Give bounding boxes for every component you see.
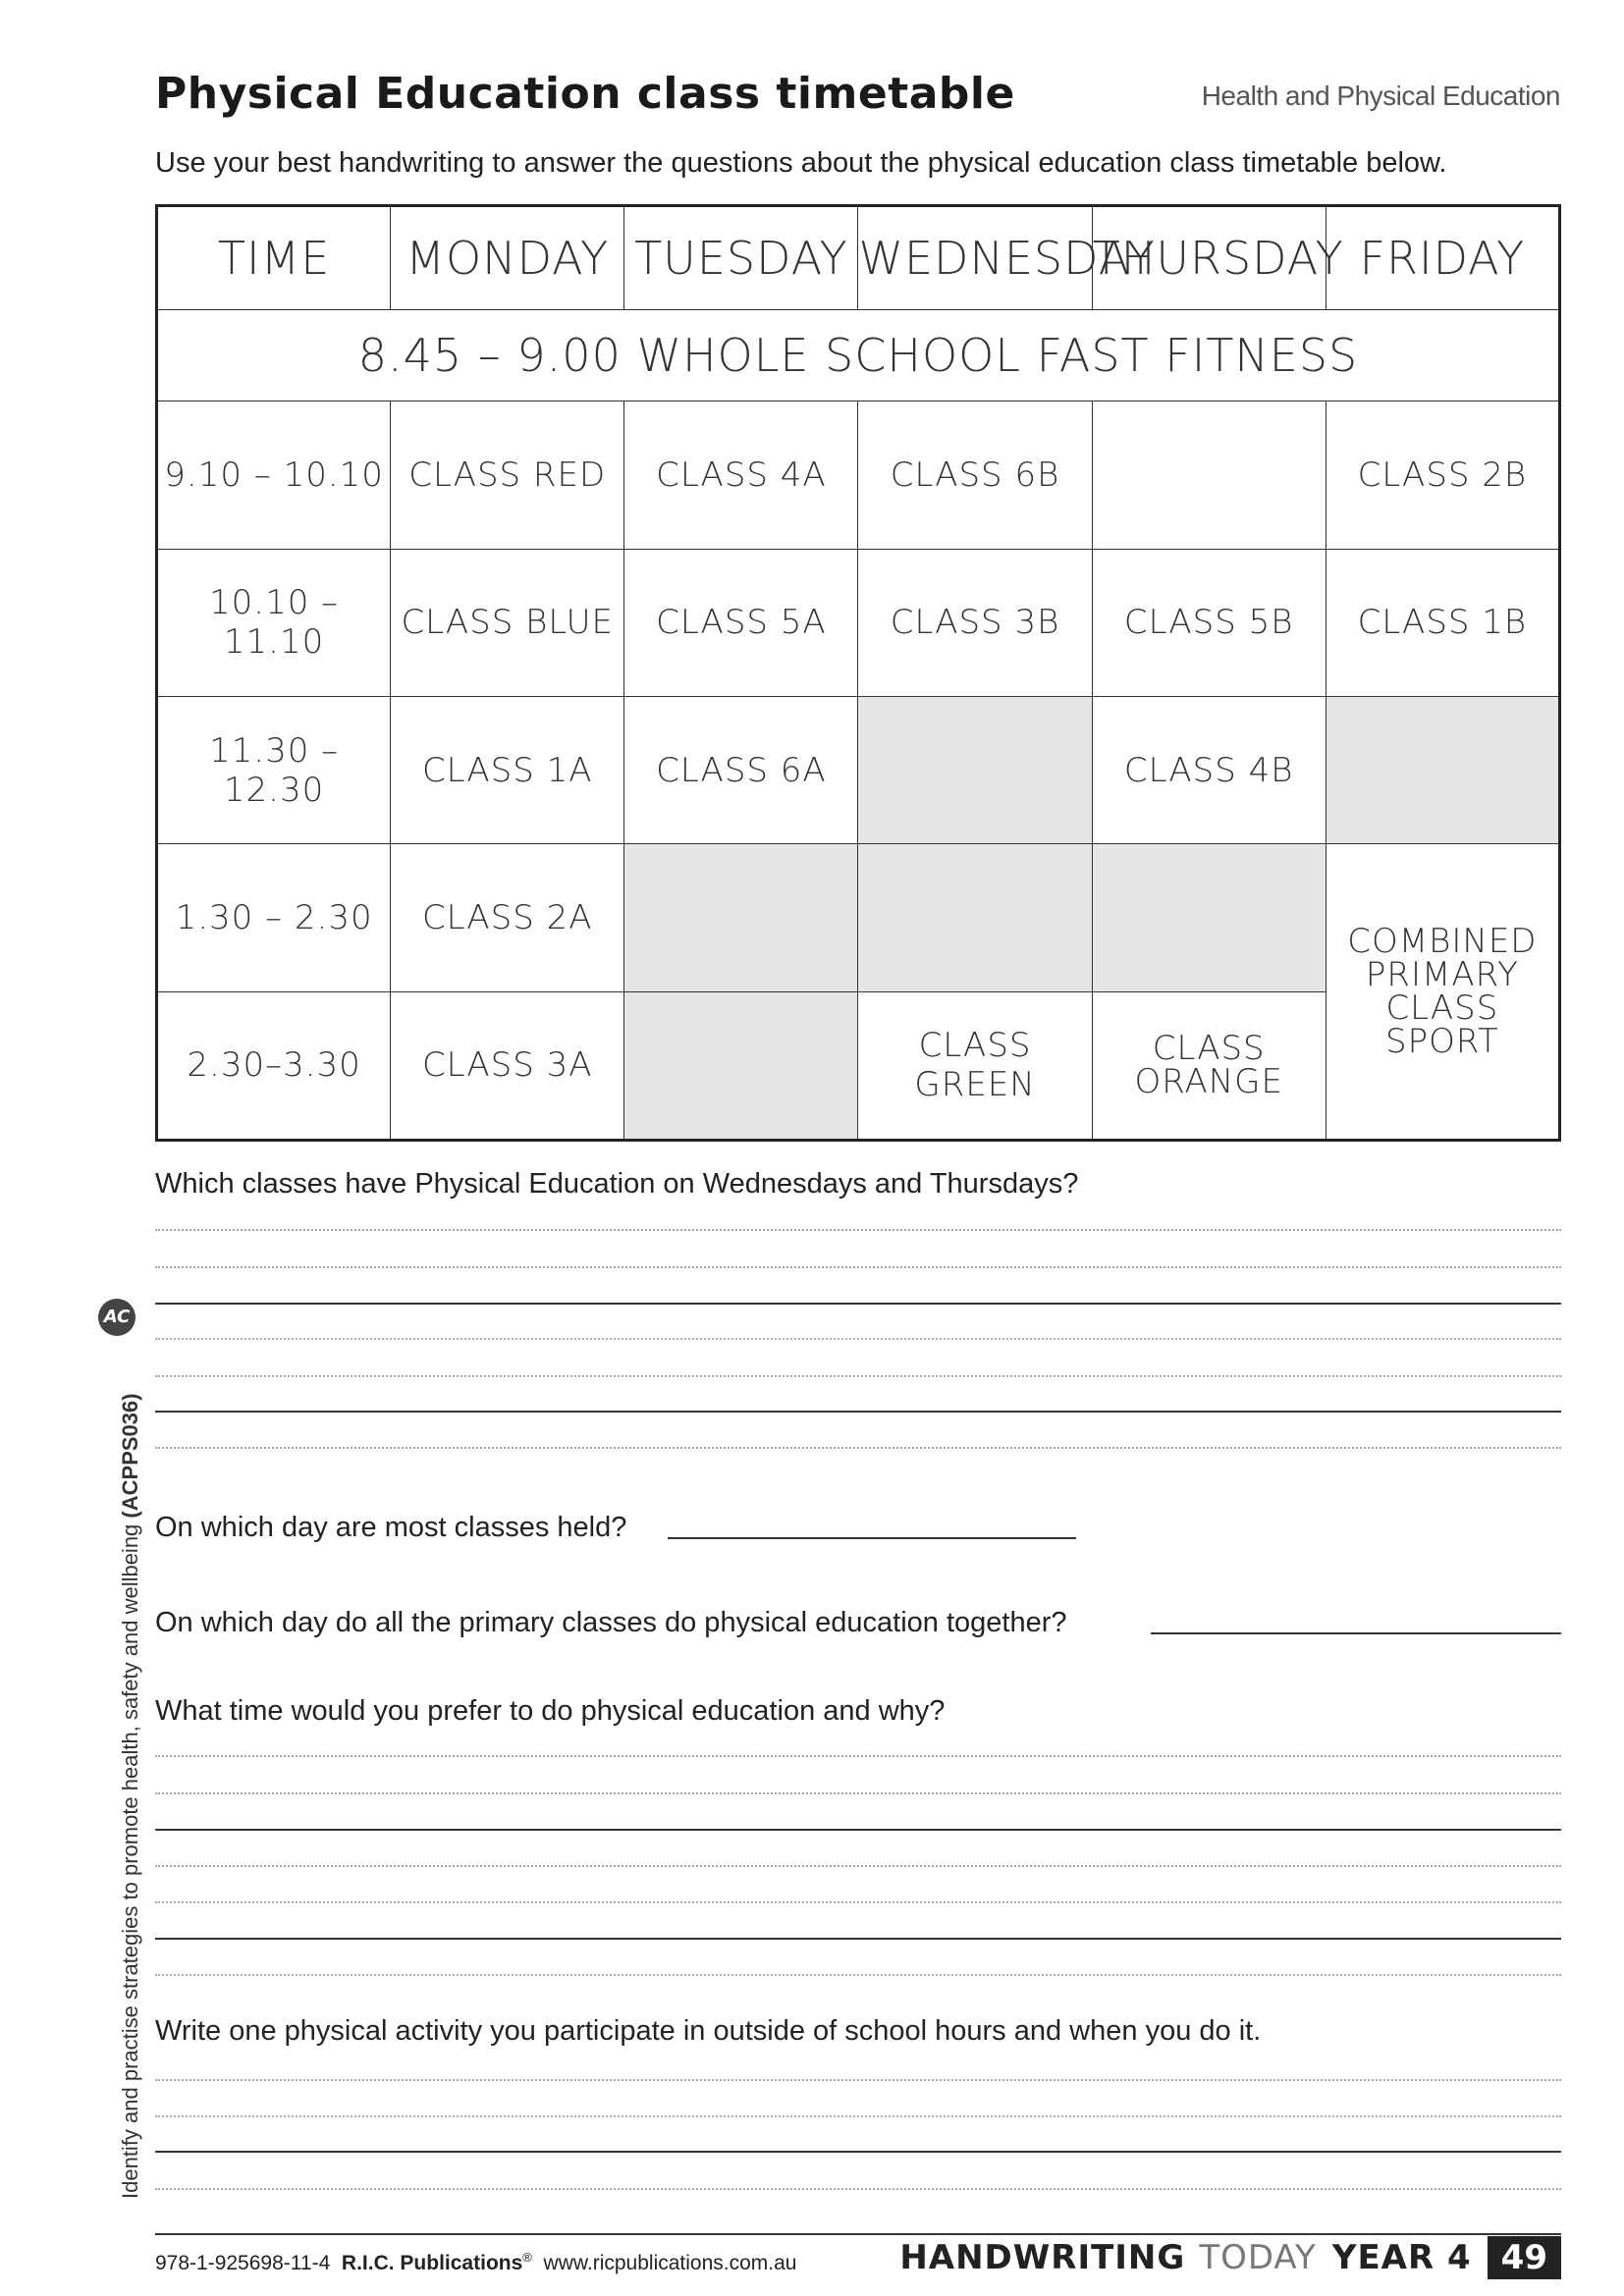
header-tuesday: TUESDAY [624, 206, 858, 310]
timetable-header-row [157, 206, 1560, 310]
curriculum-sidebar [118, 1315, 143, 2199]
empty-cell [624, 991, 858, 1140]
answer-line[interactable] [668, 1537, 1076, 1539]
class-cell: CLASS GREEN [858, 991, 1092, 1140]
series-name-a: HANDWRITING [899, 2238, 1186, 2277]
writing-line[interactable] [155, 2151, 1561, 2153]
time-cell: 2.30–3.30 [157, 991, 391, 1140]
header-time: TIME [157, 206, 391, 310]
question-4: What time would you prefer to do physical education and why? [155, 1695, 946, 1727]
page-number: 49 [1488, 2236, 1561, 2279]
class-cell: CLASS 3A [391, 991, 624, 1140]
isbn: 978-1-925698-11-4 [155, 2252, 331, 2274]
class-cell: CLASS 3B [858, 549, 1092, 696]
class-cell: CLASS 6A [624, 697, 858, 844]
class-line: CLASS [1152, 1029, 1266, 1069]
time-cell: 10.10 – 11.10 [157, 549, 391, 696]
series-name-b: TODAY [1199, 2238, 1317, 2277]
series-brand [899, 2236, 1561, 2279]
timetable [155, 204, 1561, 1142]
class-cell: CLASS BLUE [391, 549, 624, 696]
timetable-row [157, 401, 1560, 549]
combined-line: COMBINED [1347, 922, 1538, 962]
subject-label: Health and Physical Education [1201, 80, 1560, 111]
combined-line: PRIMARY [1365, 955, 1519, 995]
writing-guide [155, 1338, 1561, 1340]
fitness-row [157, 310, 1560, 401]
header-wednesday: WEDNESDAY [858, 206, 1092, 310]
empty-cell [624, 844, 858, 991]
website-link[interactable]: www.ricpublications.com.au [543, 2252, 797, 2274]
class-line: ORANGE [1134, 1062, 1283, 1102]
writing-line[interactable] [155, 1938, 1561, 1940]
writing-guide [155, 2115, 1561, 2117]
class-cell [1092, 401, 1326, 549]
writing-guide [155, 1901, 1561, 1903]
class-cell: CLASS 5A [624, 549, 858, 696]
fitness-banner: 8.45 – 9.00 WHOLE SCHOOL FAST FITNESS [157, 310, 1560, 401]
class-cell: CLASS 5B [1092, 549, 1326, 696]
class-cell: CLASS 6B [858, 401, 1092, 549]
question-1: Which classes have Physical Education on Wednesdays and Thursdays? [155, 1168, 1079, 1200]
curriculum-text: Identify and practise strategies to promote health, safety and wellbeing [118, 1523, 142, 2199]
class-cell: CLASS 4A [624, 401, 858, 549]
class-cell: CLASS 1A [391, 697, 624, 844]
question-5: Write one physical activity you participate in outside of school hours and when you do it. [155, 2015, 1262, 2047]
class-cell: CLASS 1B [1326, 549, 1559, 696]
writing-guide [155, 1447, 1561, 1449]
time-cell: 1.30 – 2.30 [157, 844, 391, 991]
question-3: On which day do all the primary classes do physical education together? [155, 1607, 1067, 1638]
header-friday: FRIDAY [1326, 206, 1559, 310]
header-thursday: THURSDAY [1092, 206, 1326, 310]
answer-line[interactable] [1151, 1632, 1561, 1634]
empty-cell [858, 697, 1092, 844]
registered-mark: ® [522, 2250, 532, 2265]
footer-info [155, 2250, 796, 2275]
writing-line[interactable] [155, 1411, 1561, 1413]
writing-guide [155, 1266, 1561, 1268]
writing-guide [155, 1865, 1561, 1867]
empty-cell [858, 844, 1092, 991]
series-year: YEAR 4 [1331, 2238, 1472, 2277]
publisher: R.I.C. Publications [341, 2252, 523, 2274]
timetable-row [157, 697, 1560, 844]
time-cell: 9.10 – 10.10 [157, 401, 391, 549]
header-monday: MONDAY [391, 206, 624, 310]
combined-line: CLASS SPORT [1385, 988, 1499, 1062]
class-cell: CLASS 2A [391, 844, 624, 991]
footer-divider [155, 2233, 1561, 2235]
writing-line[interactable] [155, 1303, 1561, 1305]
ac-badge-icon: AC [98, 1299, 135, 1336]
writing-guide [155, 1974, 1561, 1976]
writing-guide [155, 1792, 1561, 1794]
writing-guide [155, 1375, 1561, 1377]
timetable-row [157, 844, 1560, 991]
writing-guide [155, 1229, 1561, 1231]
writing-line[interactable] [155, 1829, 1561, 1831]
empty-cell [1092, 844, 1326, 991]
question-2: On which day are most classes held? [155, 1512, 627, 1543]
class-cell: CLASS RED [391, 401, 624, 549]
combined-sport-cell [1326, 844, 1559, 1141]
writing-guide [155, 1755, 1561, 1757]
writing-guide [155, 2079, 1561, 2081]
writing-guide [155, 2188, 1561, 2190]
timetable-row [157, 549, 1560, 696]
instructions: Use your best handwriting to answer the questions about the physical education class timetable below. [155, 147, 1447, 179]
time-cell: 11.30 – 12.30 [157, 697, 391, 844]
class-cell: CLASS 4B [1092, 697, 1326, 844]
class-cell: CLASS 2B [1326, 401, 1559, 549]
curriculum-code: (ACPPS036) [118, 1393, 142, 1519]
page-title: Physical Education class timetable [155, 69, 1015, 119]
class-cell [1092, 991, 1326, 1140]
empty-cell [1326, 697, 1559, 844]
